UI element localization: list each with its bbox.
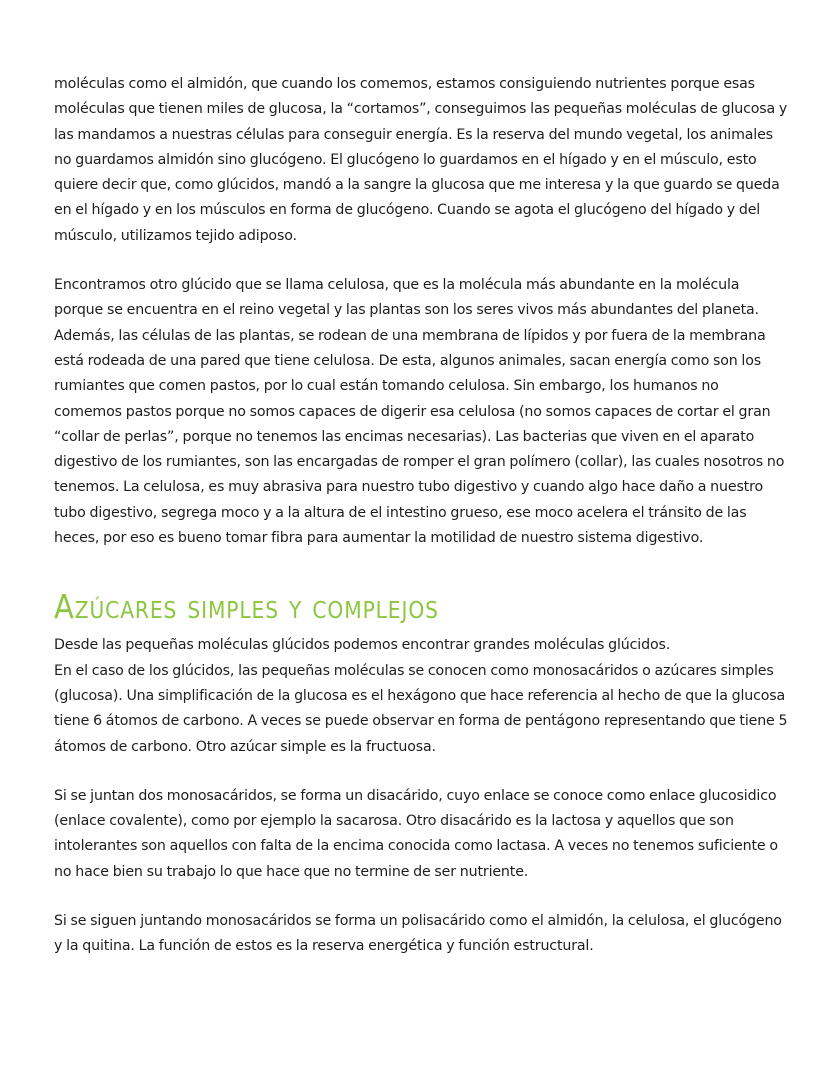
paragraph-monosaccharides: En el caso de los glúcidos, las pequeñas moléculas se conocen como monosacáridos o azúcares simples (glucosa). Una simplificación de la glucosa es el hexágono que hace referencia al hecho de que la glucosa tiene 6 átomos de carbono. A veces se puede observar en forma de pentágono representando que tiene 5 átomos de carbono. Otro azúcar simple es la fructuosa. — [54, 662, 788, 755]
paragraph-cellulose: Encontramos otro glúcido que se llama celulosa, que es la molécula más abundante en la molécula porque se encuentra en el reino vegetal y las plantas son los seres vivos más abundantes del planeta. Además, las células de las plantas, se rodean de una membrana de lípidos y por fuera de la membrana está rodeada de una pared que tiene celulosa. De esta, algunos animales, sacan energía como son los rumiantes que comen pastos, por lo cual están tomando celulosa. Sin embargo, los humanos no comemos pastos porque no somos capaces de digerir esa celulosa (no somos capaces de cortar el gran “collar de perlas”, porque no tenemos las encimas necesarias). Las bacterias que viven en el aparato digestivo de los rumiantes, son las encargadas de romper el gran polímero (collar), las cuales nosotros no tenemos. La celulosa, es muy abrasiva para nuestro tubo digestivo y cuando algo hace daño a nuestro tubo digestivo, segrega moco y a la altura de el intestino grueso, ese moco acelera el tránsito de las heces, por eso es bueno tomar fibra para aumentar la motilidad de nuestro sistema digestivo. — [54, 277, 785, 547]
paragraph-polysaccharides: Si se siguen juntando monosacáridos se forma un polisacárido como el almidón, la celulosa, el glucógeno y la quitina. La función de estos es la reserva energética y función estructural. — [54, 913, 782, 955]
paragraph-intro-line: Desde las pequeñas moléculas glúcidos podemos encontrar grandes moléculas glúcidos. — [54, 637, 671, 654]
section-title: Azúcares simples y complejos — [54, 587, 439, 627]
paragraph-starch-glycogen: moléculas como el almidón, que cuando los comemos, estamos consiguiendo nutrientes porque esas moléculas que tienen miles de glucosa, la “cortamos”, conseguimos las pequeñas moléculas de glucosa y las mandamos a nuestras células para conseguir energía. Es la reserva del mundo vegetal, los animales no guardamos almidón sino glucógeno. El glucógeno lo guardamos en el hígado y en el músculo, esto quiere decir que, como glúcidos, mandó a la sangre la glucosa que me interesa y la que guardo se queda en el hígado y en los músculos en forma de glucógeno. Cuando se agota el glucógeno del hígado y del músculo, utilizamos tejido adiposo. — [54, 76, 788, 244]
paragraph-disaccharides: Si se juntan dos monosacáridos, se forma un disacárido, cuyo enlace se conoce como enlace glucosidico (enlace covalente), como por ejemplo la sacarosa. Otro disacárido es la lactosa y aquellos que son intolerantes son aquellos con falta de la encima conocida como lactasa. A veces no tenemos suficiente o no hace bien su trabajo lo que hace que no termine de ser nutriente. — [54, 787, 778, 880]
